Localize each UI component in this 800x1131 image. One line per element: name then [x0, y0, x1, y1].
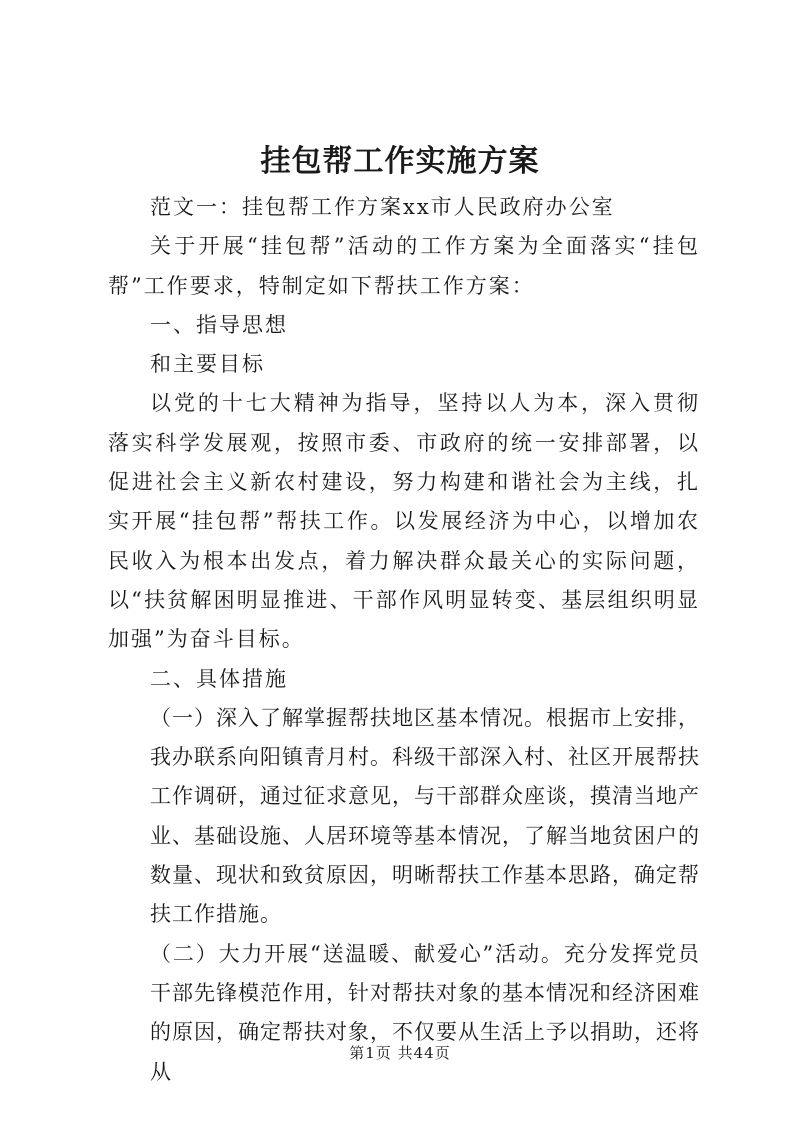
page-number-footer: 第1页 共44页: [349, 1044, 451, 1062]
section-heading-guiding-ideology: 一、指导思想: [150, 312, 288, 337]
paragraph-guiding-ideology: 以党的十七大精神为指导，坚持以人为本，深入贯彻落实科学发展观，按照市委、市政府的统一安排部署，以促进社会主义新农村建设，努力构建和谐社会为主线，扎实开展“挂包帮”帮扶工作。以发展经济为中心，以增加农民收入为根本出发点，着力解决群众最关心的实际问题，以“扶贫解困明显推进、干部作风明显转变、基层组织明显加强”为奋斗目标。: [108, 391, 700, 652]
document-body: [108, 188, 700, 1092]
paragraph-measure-two: （二）大力开展“送温暖、献爱心”活动。充分发挥党员干部先锋模范作用，针对帮扶对象的基本情况和经济困难的原因，确定帮扶对象，不仅要从生活上予以捐助，还将从: [150, 941, 700, 1084]
document-title: 挂包帮工作实施方案: [260, 144, 540, 179]
paragraph-intro: 关于开展“挂包帮”活动的工作方案为全面落实“挂包帮”工作要求，特制定如下帮扶工作方案：: [108, 234, 700, 298]
section-heading-specific-measures: 二、具体措施: [150, 666, 288, 691]
section-heading-main-goals: 和主要目标: [150, 352, 265, 377]
paragraph-sample-heading: 范文一：挂包帮工作方案xx市人民政府办公室: [150, 195, 615, 219]
paragraph-measure-one: （一）深入了解掌握帮扶地区基本情况。根据市上安排，我办联系向阳镇青月村。科级干部深入村、社区开展帮扶工作调研，通过征求意见，与干部群众座谈，摸清当地产业、基础设施、人居环境等基本情况，了解当地贫困户的数量、现状和致贫原因，明晰帮扶工作基本思路，确定帮扶工作措施。: [150, 705, 700, 927]
